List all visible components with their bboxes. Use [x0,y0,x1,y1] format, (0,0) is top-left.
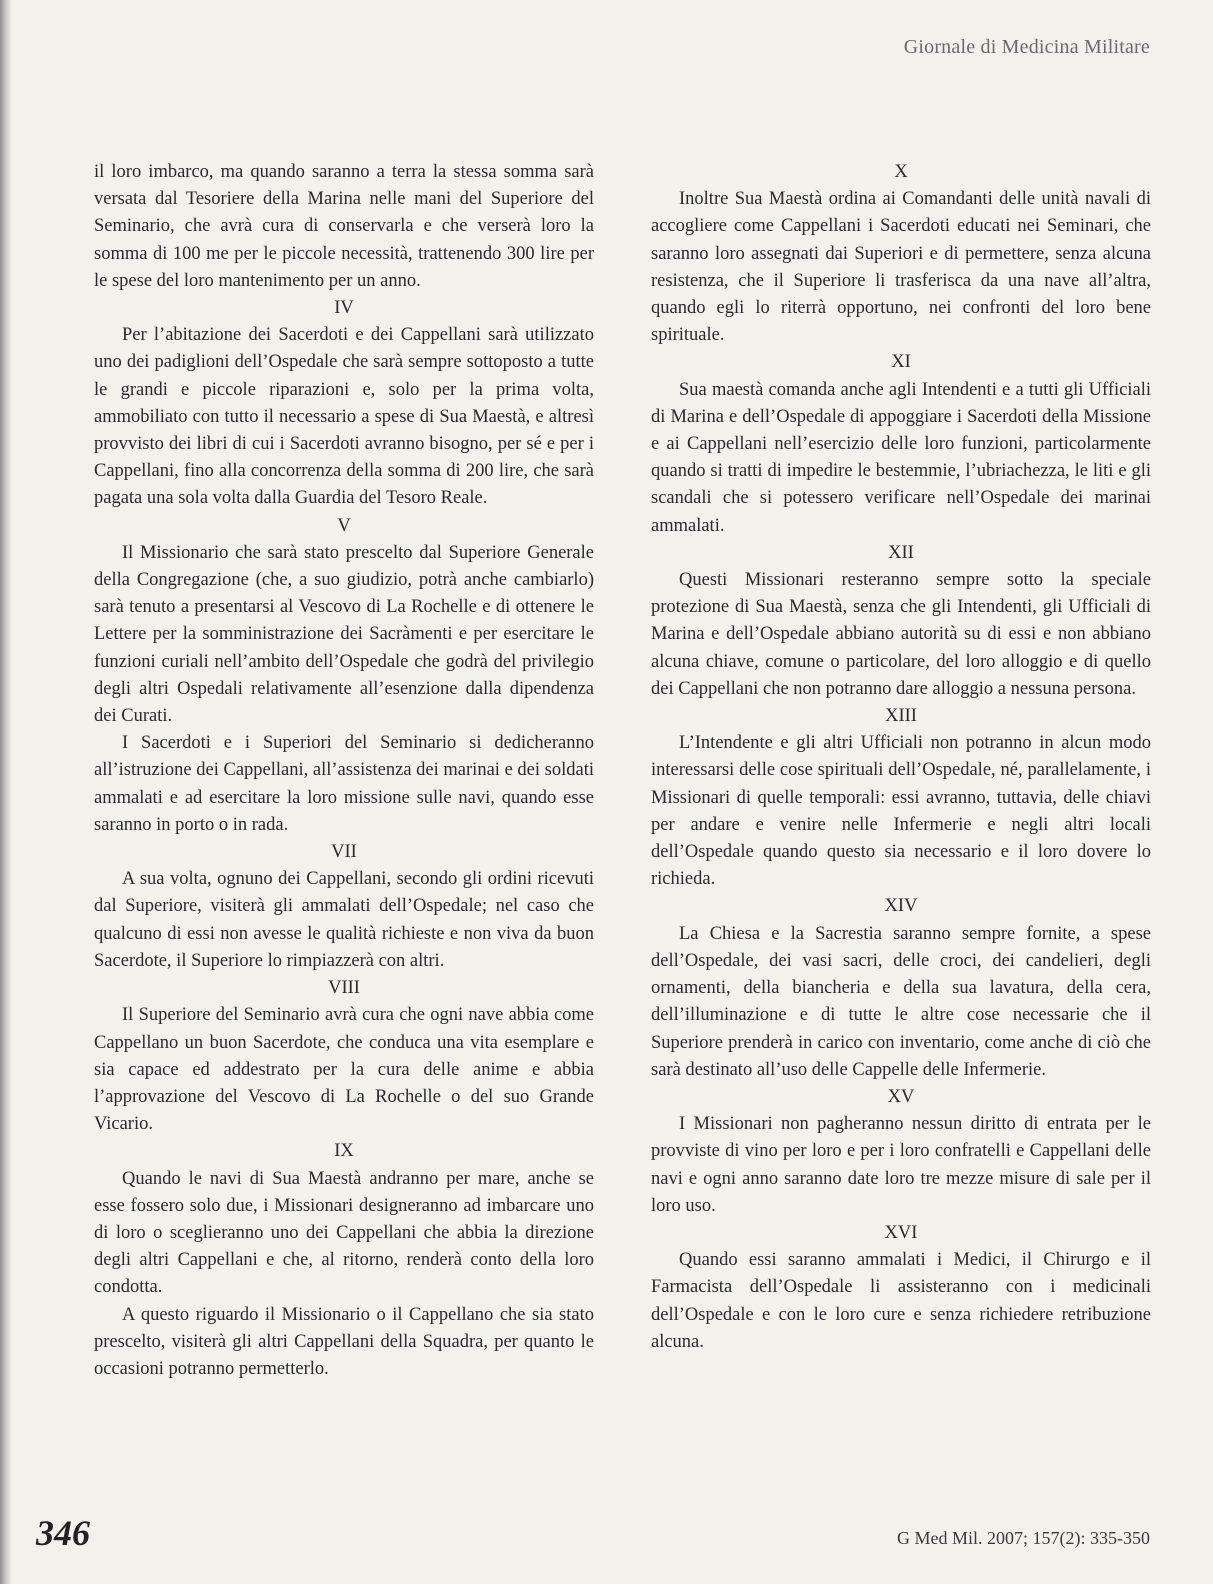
paragraph: Questi Missionari resteranno sempre sotto la speciale protezione di Sua Maestà, senza che gli Intendenti, gli Ufficiali di Marina e dell’Ospedale abbiano autorità su di essi e non abbiano alcuna chiave, comune o particolare, del loro alloggio e di quello dei Cappellani che non potranno dare alloggio a nessuna persona. [651,570,1151,699]
section-number-x: X [894,162,908,182]
page-number: 346 [36,1513,90,1553]
paragraph: A questo riguardo il Missionario o il Cappellano che sia stato prescelto, visiterà gli altri Cappellani della Squadra, per quanto le occasioni potranno permetterlo. [94,1304,594,1379]
section-number-xiv: XIV [884,896,918,917]
paragraph: Sua maestà comanda anche agli Intendenti e a tutti gli Ufficiali di Marina e dell’Ospedale di appoggiare i Sacerdoti della Missione e ai Cappellani nell’esercizio delle loro funzioni, particolarmente quando si tratti di impedire le bestemmie, l’ubriachezza, le liti e gli scandali che si potessero verificare nell’Ospedale dei marinai ammalati. [651,379,1151,536]
paragraph: Quando essi saranno ammalati i Medici, il Chirurgo e il Farmacista dell’Ospedale li assisteranno con i medicinali dell’Ospedale e con le loro cure e senza richiedere retribuzione alcuna. [651,1250,1151,1352]
section-number-iv: IV [334,298,354,319]
paragraph: L’Intendente e gli altri Ufficiali non potranno in alcun modo interessarsi delle cose spirituali dell’Ospedale, né, parallelamente, i Missionari di quelle temporali: essi avranno, tuttavia, delle chiavi per andare e venire nelle Infermerie e negli altri locali dell’Ospedale quando questo sia necessario e il loro dovere lo richieda. [651,733,1151,890]
section-number-viii: VIII [328,978,360,999]
paragraph: I Missionari non pagheranno nessun diritto di entrata per le provviste di vino per loro e per i loro confratelli e Cappellani delle navi e ogni anno saranno date loro tre mezze misure di sale per il loro uso. [651,1114,1151,1216]
right-text-column [651,159,1151,1356]
paragraph: Inoltre Sua Maestà ordina ai Comandanti delle unità navali di accogliere come Cappellani i Sacerdoti educati nei Seminari, che saranno loro assegnati dai Superiori e di permettere, senza alcuna resistenza, che il Superiore li trasferisca da una nave all’altra, quando egli lo riterrà opportuno, nei confronti del loro bene spirituale. [651,189,1151,346]
section-number-xvi: XVI [884,1222,918,1243]
section-number-ix: IX [334,1141,354,1162]
paragraph: A sua volta, ognuno dei Cappellani, secondo gli ordini ricevuti dal Superiore, visiterà gli ammalati dell’Ospedale; nel caso che qualcuno di essi non avesse le qualità richieste e non viva da buon Sacerdote, il Superiore lo rimpiazzerà con altri. [94,869,594,971]
paragraph: I Sacerdoti e i Superiori del Seminario si dedicheranno all’istruzione dei Cappellani, all’assistenza dei marinai e dei soldati ammalati e ad esercitare la loro missione sulle navi, quando esse saranno in porto o in rada. [94,733,594,835]
paragraph: il loro imbarco, ma quando saranno a terra la stessa somma sarà versata dal Tesoriere della Marina nelle mani del Superiore del Seminario, che avrà cura di conservarla e che verserà loro la somma di 100 me per le piccole necessità, trattenendo 300 lire per le spese del loro mantenimento per un anno. [94,162,594,291]
left-text-column [94,159,594,1383]
page-binding-edge [0,0,12,1584]
section-number-vii: VII [331,842,357,863]
section-number-xiii: XIII [885,706,917,727]
journal-citation: G Med Mil. 2007; 157(2): 335-350 [897,1528,1150,1548]
section-number-xv: XV [887,1086,915,1107]
section-number-v: V [337,515,351,536]
paragraph: Per l’abitazione dei Sacerdoti e dei Cappellani sarà utilizzato uno dei padiglioni dell’Ospedale che sarà sempre sottoposto a tutte le grandi e piccole riparazioni e, solo per la prima volta, ammobiliato con tutto il necessario a spese di Sua Maestà, e altresì provvisto dei libri di cui i Sacerdoti avranno bisogno, per sé e per i Cappellani, fino alla concorrenza della somma di 200 lire, che sarà pagata una sola volta dalla Guardia del Tesoro Reale. [94,325,594,509]
paragraph: Il Superiore del Seminario avrà cura che ogni nave abbia come Cappellano un buon Sacerdote, che conduca una vita esemplare e sia capace ed addestrato per la cura delle anime e abbia l’approvazione del Vescovo di La Rochelle o del suo Grande Vicario. [94,1005,594,1135]
paragraph: La Chiesa e la Sacrestia saranno sempre fornite, a spese dell’Ospedale, dei vasi sacri, delle croci, dei candelieri, degli ornamenti, della biancheria e della sua lavatura, della cera, dell’illuminazione e di tutte le altre cose necessarie che il Superiore prenderà in carico con inventario, come anche di ciò che sarà destinato all’uso delle Cappelle delle Infermerie. [651,923,1151,1080]
section-number-xii: XII [888,542,914,563]
paragraph: Il Missionario che sarà stato prescelto dal Superiore Generale della Congregazione (che, a suo giudizio, potrà anche cambiarlo) sarà tenuto a presentarsi al Vescovo di La Rochelle e di ottenere le Lettere per la somministrazione dei Sacràmenti e per esercitare le funzioni curiali nell’ambito dell’Ospedale che godrà del privilegio degli altri Ospedali relativamente all’esenzione dalla dipendenza dei Curati. [94,542,594,727]
paragraph: Quando le navi di Sua Maestà andranno per mare, anche se esse fossero solo due, i Missionari designeranno ad imbarcare uno di loro o sceglieranno uno dei Cappellani che abbia la direzione degli altri Cappellani e che, al ritorno, renderà conto della loro condotta. [94,1168,594,1298]
running-head-journal-title: Giornale di Medicina Militare [903,36,1150,58]
section-number-xi: XI [891,352,911,373]
